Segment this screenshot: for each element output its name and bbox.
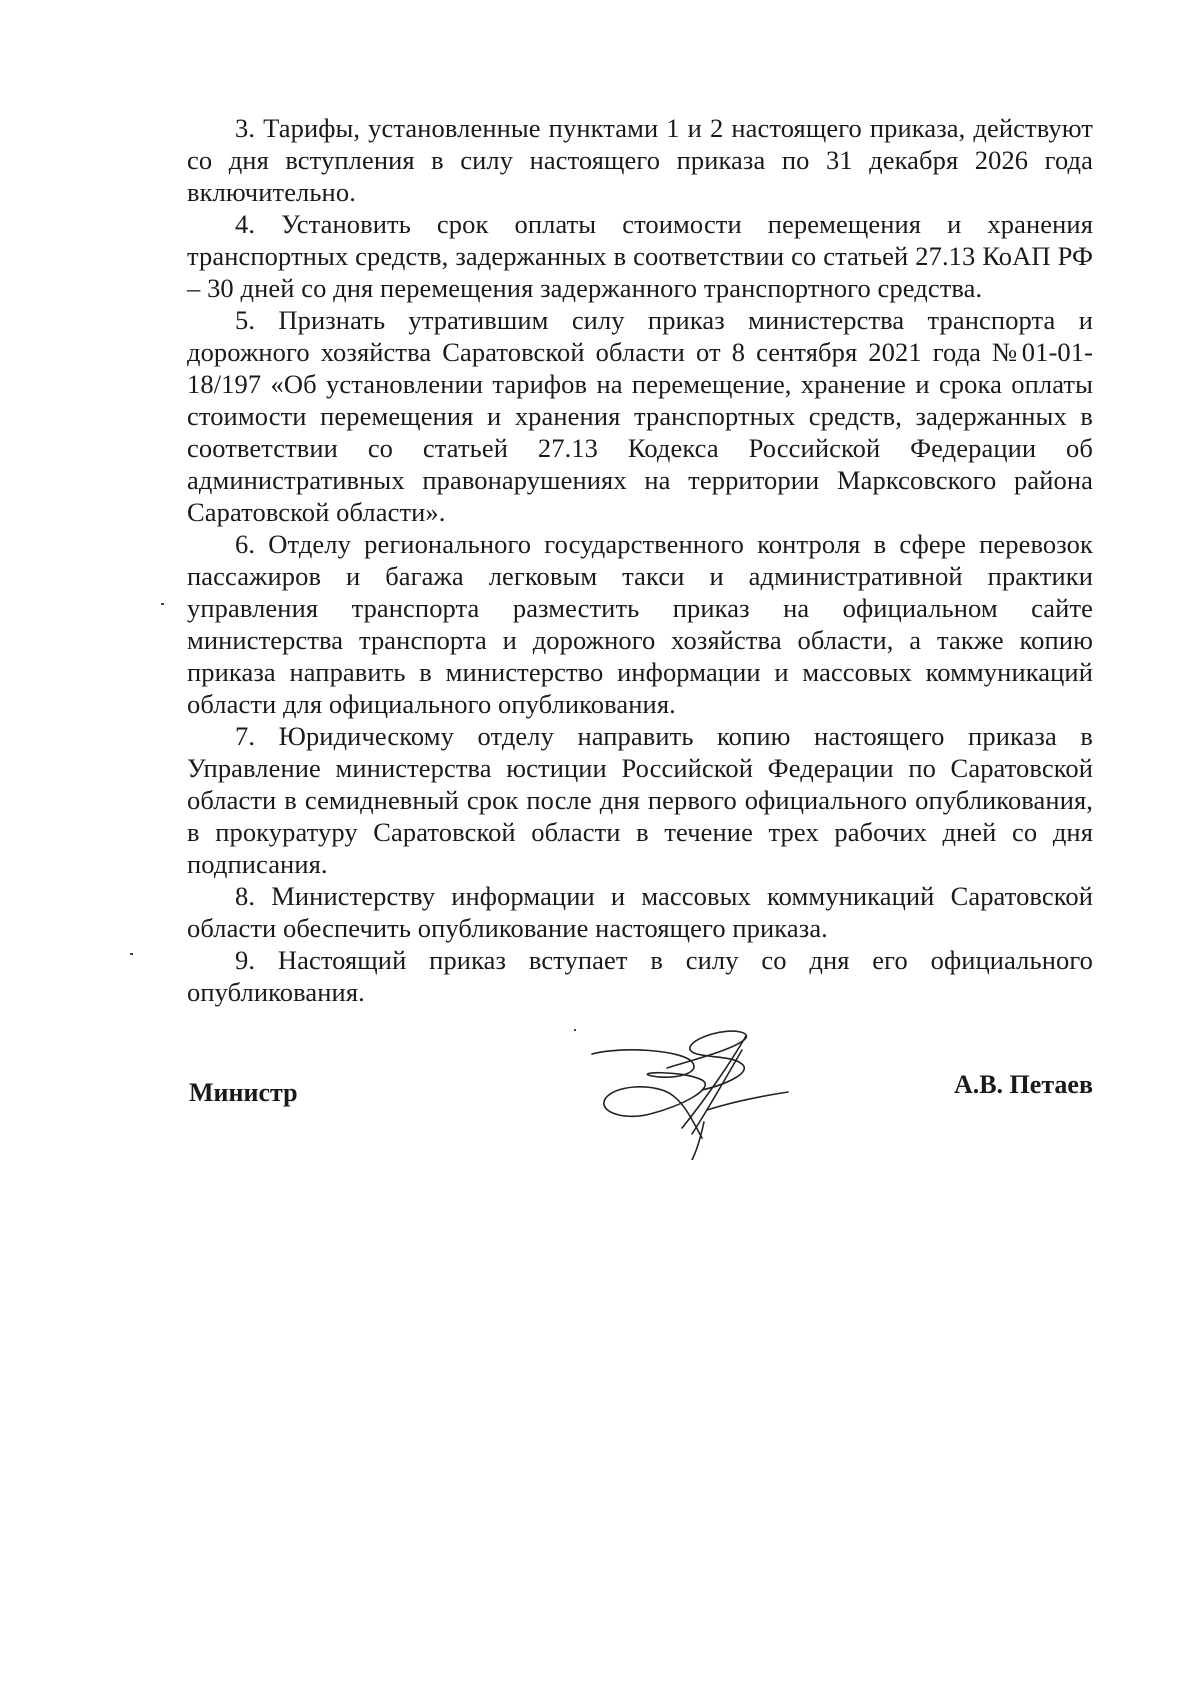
document-body — [187, 112, 1093, 1008]
paragraph-5: 5. Признать утратившим силу приказ министерства транспорта и дорожного хозяйства Саратовской области от 8 сентября 2021 года №01-01-18/197 «Об установлении тарифов на перемещение, хранение и срока оплаты стоимости перемещения и хранения транспортных средств, задержанных в соответствии со статьей 27.13 Кодекса Российской Федерации об административных правонарушениях на территории Марксовского района Саратовской области». — [187, 305, 1093, 527]
handwritten-signature — [532, 1010, 792, 1160]
scan-speck — [130, 953, 133, 955]
signatory-position: Министр — [189, 1078, 298, 1107]
paragraph-6: 6. Отделу регионального государственного контроля в сфере перевозок пассажиров и багажа легковым такси и административной практики управления транспорта разместить приказ на официальном сайте министерства транспорта и дорожного хозяйства области, а также копию приказа направить в министерство информации и массовых коммуникаций области для официального опубликования. — [187, 529, 1093, 719]
paragraph-8: 8. Министерству информации и массовых коммуникаций Саратовской области обеспечить опубликование настоящего приказа. — [187, 881, 1093, 943]
signature-block — [187, 1010, 1093, 1160]
paragraph-7: 7. Юридическому отделу направить копию настоящего приказа в Управление министерства юстиции Российской Федерации по Саратовской области в семидневный срок после дня первого официального опубликования, в прокуратуру Саратовской области в течение трех рабочих дней со дня подписания. — [187, 721, 1093, 879]
scan-speck — [161, 603, 164, 605]
scan-speck — [574, 1029, 576, 1031]
signatory-name: А.В. Петаев — [953, 1070, 1093, 1099]
paragraph-4: 4. Установить срок оплаты стоимости перемещения и хранения транспортных средств, задержанных в соответствии со статьей 27.13 КоАП РФ – 30 дней со дня перемещения задержанного транспортного средства. — [187, 209, 1093, 303]
paragraph-9: 9. Настоящий приказ вступает в силу со дня его официального опубликования. — [187, 945, 1093, 1007]
paragraph-3: 3. Тарифы, установленные пунктами 1 и 2 настоящего приказа, действуют со дня вступления в силу настоящего приказа по 31 декабря 2026 года включительно. — [187, 113, 1093, 207]
